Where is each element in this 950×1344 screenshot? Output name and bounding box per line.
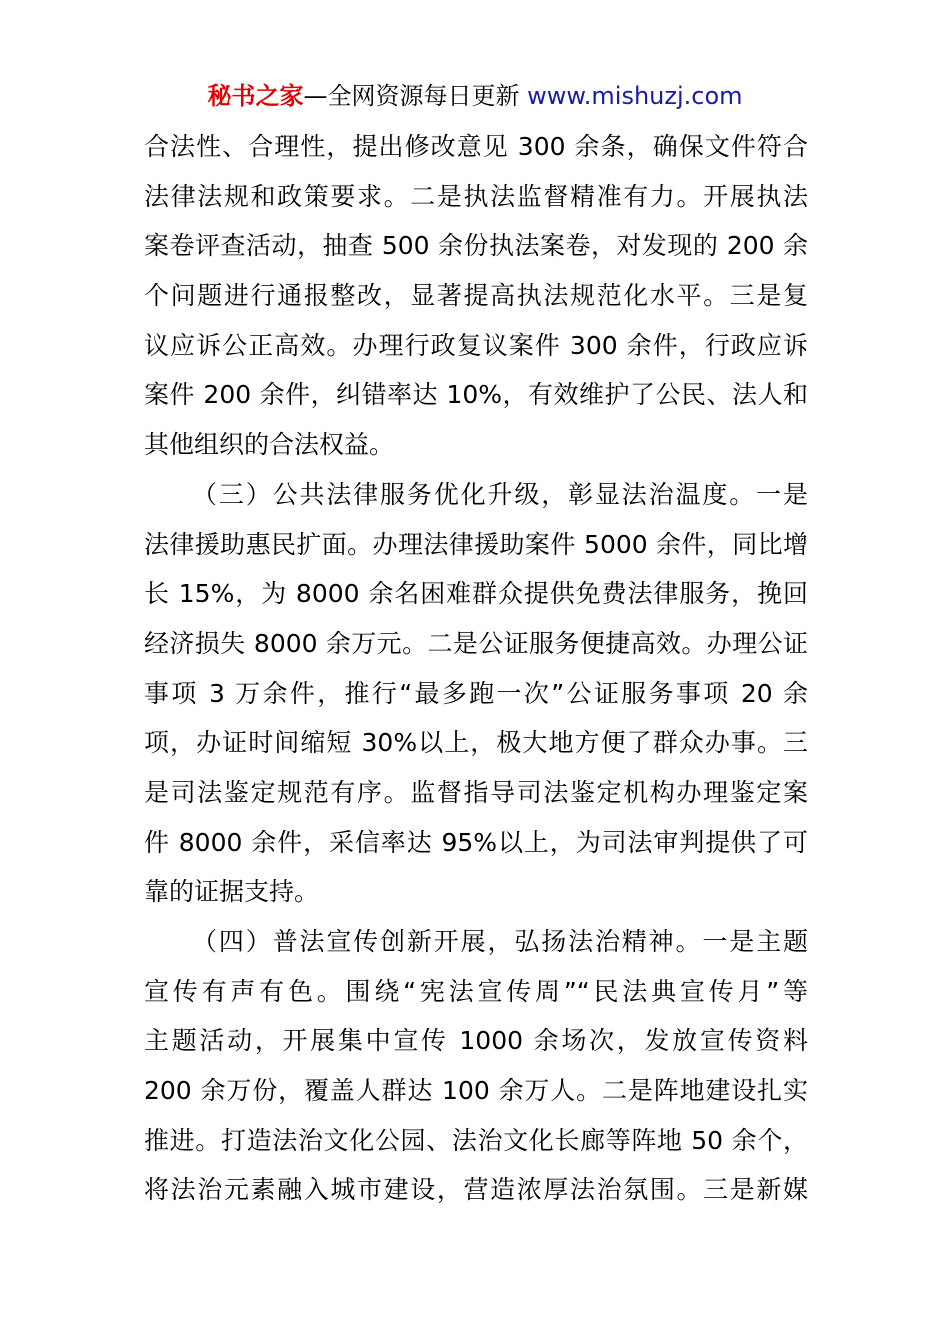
text-line: 推进。打造法治文化公园、法治文化长廊等阵地 50 余个， [144, 1125, 808, 1155]
text-line: 议应诉公正高效。办理行政复议案件 300 余件，行政应诉 [144, 330, 808, 360]
text-line: 经济损失 8000 余万元。二是公证服务便捷高效。办理公证 [144, 628, 808, 658]
site-url-link[interactable]: www.mishuzj.com [527, 82, 743, 110]
text-line: 将法治元素融入城市建设，营造浓厚法治氛围。三是新媒 [144, 1175, 808, 1205]
section-heading-line: （四）普法宣传创新开展，弘扬法治精神。一是主题 [192, 927, 808, 956]
text-line: 合法性、合理性，提出修改意见 300 余条，确保文件符合 [144, 132, 808, 161]
text-line: 主题活动，开展集中宣传 1000 余场次，发放宣传资料 [144, 1026, 808, 1056]
document-body [144, 122, 808, 1215]
text-line: 其他组织的合法权益。 [144, 430, 395, 460]
text-line: 是司法鉴定规范有序。监督指导司法鉴定机构办理鉴定案 [144, 777, 808, 807]
text-line: 宣传有声有色。围绕“宪法宣传周”“民法典宣传月”等 [144, 976, 808, 1006]
text-line: 靠的证据支持。 [144, 877, 320, 907]
text-line: 案卷评查活动，抽查 500 余份执法案卷，对发现的 200 余 [144, 231, 808, 261]
text-line: 项，办证时间缩短 30%以上，极大地方便了群众办事。三 [144, 728, 808, 758]
text-line: 个问题进行通报整改，显著提高执法规范化水平。三是复 [144, 281, 808, 311]
text-line: 件 8000 余件，采信率达 95%以上，为司法审判提供了可 [144, 827, 808, 857]
text-line: 法律援助惠民扩面。办理法律援助案件 5000 余件，同比增 [144, 529, 808, 559]
site-header [0, 80, 950, 112]
text-line: 事项 3 万余件，推行“最多跑一次”公证服务事项 20 余 [144, 678, 808, 708]
site-brand: 秘书之家 [207, 82, 304, 110]
section-heading-line: （三）公共法律服务优化升级，彰显法治温度。一是 [192, 479, 808, 509]
text-line: 长 15%，为 8000 余名困难群众提供免费法律服务，挽回 [144, 579, 808, 609]
text-line: 法律法规和政策要求。二是执法监督精准有力。开展执法 [144, 181, 808, 211]
text-line: 案件 200 余件，纠错率达 10%，有效维护了公民、法人和 [144, 380, 808, 410]
text-line: 200 余万份，覆盖人群达 100 余万人。二是阵地建设扎实 [144, 1076, 808, 1106]
site-tagline: —全网资源每日更新 [303, 82, 520, 110]
